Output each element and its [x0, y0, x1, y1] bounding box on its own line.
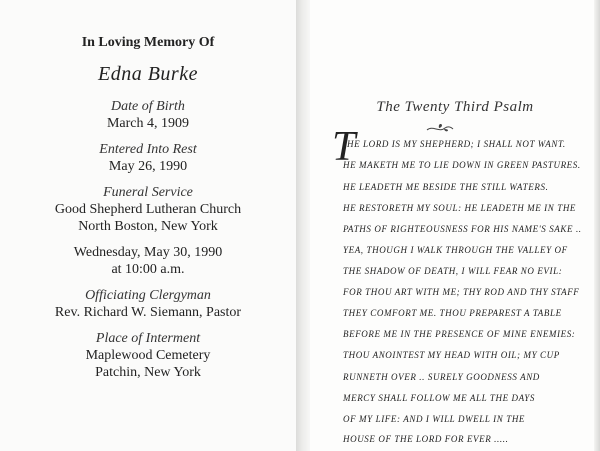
deceased-name: Edna Burke: [98, 63, 198, 85]
rest-label: Entered Into Rest: [99, 142, 197, 157]
service-date: Wednesday, May 30, 1990: [73, 245, 223, 260]
cemetery-location: Patchin, New York: [95, 365, 201, 380]
leaf-flourish-icon: [425, 121, 455, 135]
birth-label: Date of Birth: [111, 99, 185, 114]
psalm-line: HE LORD IS MY SHEPHERD; I SHALL NOT WANT.: [347, 139, 566, 149]
rest-date: May 26, 1990: [108, 159, 188, 174]
psalm-line: PATHS OF RIGHTEOUSNESS FOR HIS NAME'S SAKE ..: [343, 224, 582, 234]
psalm-line: FOR THOU ART WITH ME; THY ROD AND THY STAFF: [343, 287, 580, 297]
church-name: Good Shepherd Lutheran Church: [54, 202, 242, 217]
memorial-heading: In Loving Memory Of: [81, 35, 215, 50]
service-label: Funeral Service: [103, 185, 193, 200]
cemetery-name: Maplewood Cemetery: [85, 348, 211, 363]
psalm-line: OF MY LIFE: AND I WILL DWELL IN THE: [343, 414, 526, 424]
psalm-line: RUNNETH OVER .. SURELY GOODNESS AND: [343, 372, 540, 382]
psalm-line: HE RESTORETH MY SOUL: HE LEADETH ME IN THE: [343, 203, 577, 213]
psalm-line: HE LEADETH ME BESIDE THE STILL WATERS.: [343, 182, 549, 192]
page-edge-shadow: [594, 0, 600, 451]
psalm-line: THE SHADOW OF DEATH, I WILL FEAR NO EVIL:: [343, 266, 563, 276]
psalm-line: THEY COMFORT ME. THOU PREPAREST A TABLE: [343, 308, 562, 318]
church-location: North Boston, New York: [78, 219, 218, 234]
service-time: at 10:00 a.m.: [111, 262, 185, 277]
psalm-line: MERCY SHALL FOLLOW ME ALL THE DAYS: [343, 393, 535, 403]
psalm-line: HE MAKETH ME TO LIE DOWN IN GREEN PASTURES.: [343, 160, 581, 170]
psalm-line: THOU ANOINTEST MY HEAD WITH OIL; MY CUP: [343, 350, 560, 360]
psalm-line: BEFORE ME IN THE PRESENCE OF MINE ENEMIES:: [343, 329, 576, 339]
psalm-line: HOUSE OF THE LORD FOR EVER .....: [343, 434, 509, 444]
clergy-label: Officiating Clergyman: [85, 288, 211, 303]
page-fold: [296, 0, 310, 451]
psalm-line: YEA, THOUGH I WALK THROUGH THE VALLEY OF: [343, 245, 568, 255]
psalm-drop-cap: T: [332, 124, 356, 170]
birth-date: March 4, 1909: [106, 116, 190, 131]
clergy-name: Rev. Richard W. Siemann, Pastor: [54, 305, 242, 320]
interment-label: Place of Interment: [95, 331, 201, 346]
psalm-title: The Twenty Third Psalm: [376, 99, 534, 115]
